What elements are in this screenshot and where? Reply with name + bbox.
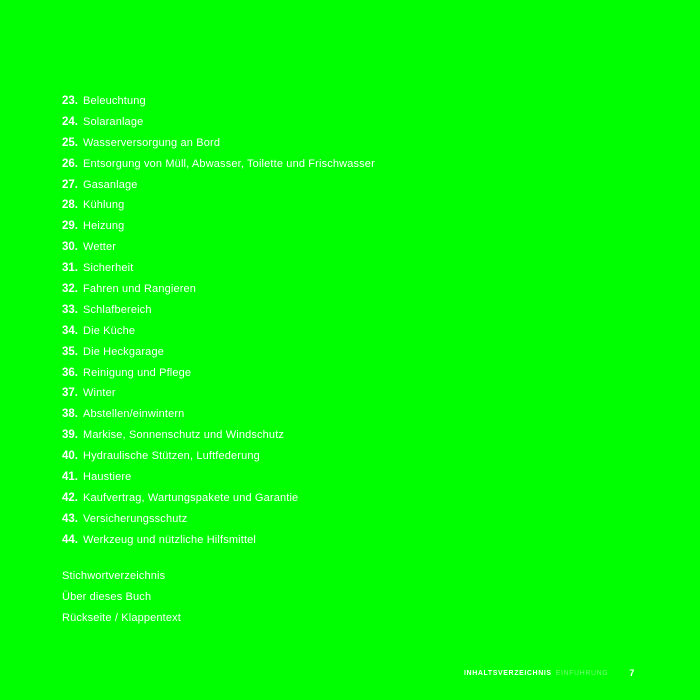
toc-entry[interactable] (62, 467, 375, 488)
toc-entry[interactable] (62, 488, 375, 509)
toc-entry-number: 30. (62, 241, 78, 254)
toc-entry[interactable] (62, 237, 375, 258)
page-footer (464, 667, 634, 679)
toc-entry-number: 37. (62, 387, 78, 400)
toc-entry[interactable] (62, 530, 375, 551)
toc-entry[interactable] (62, 133, 375, 154)
toc-entry-title: Versicherungsschutz (83, 512, 188, 525)
toc-entry-number: 32. (62, 283, 78, 296)
toc-entry-number: 29. (62, 220, 78, 233)
toc-entry-title: Haustiere (83, 471, 132, 484)
toc-entry-number: 36. (62, 366, 78, 379)
toc-entry-title: Winter (83, 387, 116, 400)
toc-entry-title: Schlafbereich (83, 303, 152, 316)
toc-entry-title: Fahren und Rangieren (83, 283, 197, 296)
footer-section-label: INHALTSVERZEICHNIS (464, 669, 552, 677)
toc-entry-number: 34. (62, 324, 78, 337)
toc-entry-number: 39. (62, 429, 78, 442)
toc-entry-number: 33. (62, 303, 78, 316)
toc-entry[interactable] (62, 195, 375, 216)
page-number: 7 (629, 668, 635, 678)
toc-entry-number: 26. (62, 157, 78, 170)
toc-entry-number: 43. (62, 512, 78, 525)
toc-entry[interactable] (62, 509, 375, 530)
toc-entry-title: Hydraulische Stützen, Luftfederung (83, 450, 260, 463)
toc-entry-number: 38. (62, 408, 78, 421)
toc-entry-number: 28. (62, 199, 78, 212)
toc-entry[interactable] (62, 279, 375, 300)
toc-entry-title: Sicherheit (83, 262, 134, 275)
toc-entry-number: 27. (62, 178, 78, 191)
toc-entry[interactable] (62, 446, 375, 467)
toc-entry[interactable] (62, 175, 375, 196)
toc-entry-title: Wetter (83, 241, 117, 254)
toc-entry-title: Entsorgung von Müll, Abwasser, Toilette und Frischwasser (83, 157, 375, 170)
toc-entry-title: Werkzeug und nützliche Hilfsmittel (83, 533, 257, 546)
toc-entry[interactable] (62, 363, 375, 384)
toc-entry-number: 35. (62, 345, 78, 358)
appendix-entry[interactable]: Über dieses Buch (62, 590, 152, 603)
table-of-contents (62, 91, 375, 551)
toc-entry[interactable] (62, 91, 375, 112)
toc-entry[interactable] (62, 404, 375, 425)
toc-entry-title: Kühlung (83, 199, 125, 212)
toc-entry[interactable] (62, 216, 375, 237)
toc-entry-title: Abstellen/einwintern (83, 408, 185, 421)
toc-entry[interactable] (62, 321, 375, 342)
footer-chapter-label: EINFÜHRUNG (555, 669, 609, 677)
toc-entry[interactable] (62, 342, 375, 363)
toc-entry-title: Die Heckgarage (83, 345, 164, 358)
toc-entry-title: Kaufvertrag, Wartungspakete und Garantie (83, 491, 299, 504)
toc-entry-number: 44. (62, 533, 78, 546)
toc-entry[interactable] (62, 425, 375, 446)
toc-entry-number: 42. (62, 491, 78, 504)
toc-entry-title: Heizung (83, 220, 125, 233)
toc-entry-title: Beleuchtung (83, 95, 146, 107)
toc-entry[interactable] (62, 383, 375, 404)
toc-entry[interactable] (62, 112, 375, 133)
toc-entry-number: 40. (62, 450, 78, 463)
toc-entry[interactable] (62, 300, 375, 321)
toc-entry[interactable] (62, 258, 375, 279)
toc-entry-number: 25. (62, 136, 78, 149)
appendix-entry[interactable]: Rückseite / Klappentext (62, 611, 182, 624)
toc-entry-number: 31. (62, 262, 78, 275)
toc-entry-title: Reinigung und Pflege (83, 366, 192, 379)
toc-entry-title: Gasanlage (83, 178, 138, 191)
toc-entry-title: Solaranlage (83, 115, 144, 128)
toc-entry-title: Wasserversorgung an Bord (83, 136, 221, 149)
toc-entry-number: 23. (62, 95, 78, 107)
toc-entry-number: 24. (62, 115, 78, 128)
appendix-list (62, 566, 181, 629)
toc-entry-title: Die Küche (83, 324, 136, 337)
toc-entry[interactable] (62, 154, 375, 175)
toc-entry-title: Markise, Sonnenschutz und Windschutz (83, 429, 285, 442)
appendix-entry[interactable]: Stichwortverzeichnis (62, 570, 166, 582)
toc-entry-number: 41. (62, 471, 78, 484)
